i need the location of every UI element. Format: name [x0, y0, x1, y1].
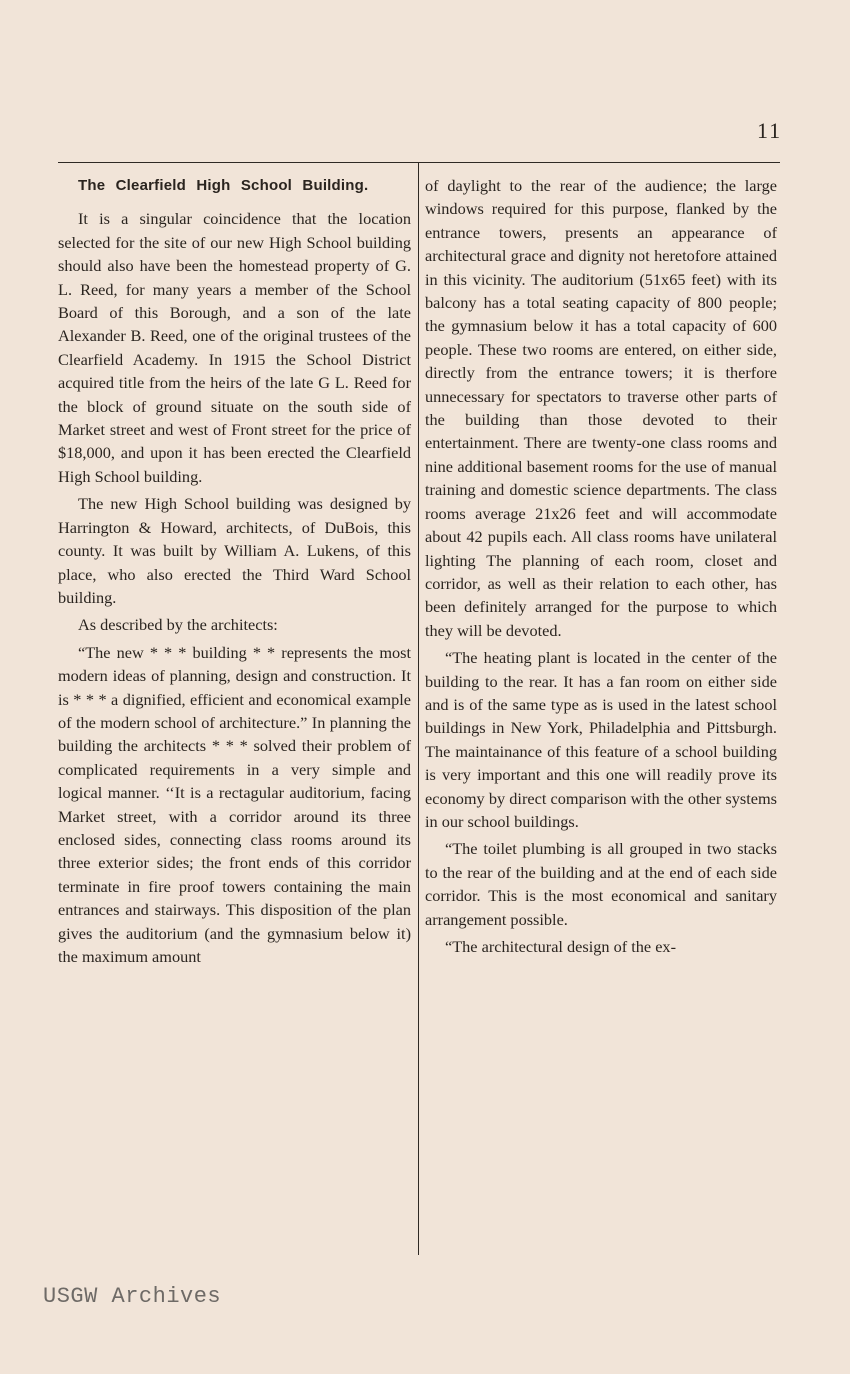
archive-watermark: USGW Archives [43, 1284, 222, 1309]
page-number: 11 [757, 118, 783, 143]
paragraph: The new High School building was designed by Harrington & Howard, architects, of DuBois, this county. It was built by William A. Lukens, of this place, who also erected the Third Ward School building. [58, 494, 411, 607]
paragraph: “The architectural design of the ex- [445, 937, 676, 956]
left-column [58, 174, 411, 968]
right-column [425, 174, 777, 958]
paragraph: “The toilet plumbing is all grouped in two stacks to the rear of the building and at the end of each side corridor. This is the most economical and sanitary arrangement possible. [425, 839, 777, 929]
paragraph: of daylight to the rear of the audience; the large windows required for this purpose, flanked by the entrance towers, presents an appearance of architectural grace and dignity not heretofore attained in this vicinity. The auditorium (51x65 feet) with its balcony has a total seating capacity of 800 people; the gymnasium below it has a total capacity of 600 people. These two rooms are entered, on either side, directly from the entrance towers; it is therfore unnecessary for spectators to traverse other parts of the building than those devoted to their entertainment. There are twenty-one class rooms and nine additional basement rooms for the use of manual training and domestic science departments. The class rooms average 21x26 feet and will accommodate about 42 pupils each. All class rooms have unilateral lighting The planning of each room, closet and corridor, as well as their relation to each other, has been definitely arranged for the purpose to which they will be devoted. [425, 176, 777, 640]
paragraph: It is a singular coincidence that the location selected for the site of our new High School building should also have been the homestead property of G. L. Reed, for many years a member of the School Board of this Borough, and a son of the late Alexander B. Reed, one of the original trustees of the Clearfield Academy. In 1915 the School District acquired title from the heirs of the late G L. Reed for the block of ground situate on the south side of Market street and west of Front street for the price of $18,000, and upon it has been erected the Clearfield High School building. [58, 209, 411, 486]
header-rule [58, 162, 780, 163]
column-divider [418, 163, 419, 1255]
paragraph: “The new * * * building * * represents the most modern ideas of planning, design and construction. It is * * * a dignified, efficient and economical example of the modern school of architecture.” In planning the building the architects * * * solved their problem of complicated requirements in a very simple and logical manner. ‘‘It is a rectagular auditorium, facing Market street, with a corridor around its three enclosed sides, connecting class rooms around its three exterior sides; the front ends of this corridor terminate in fire proof towers containing the main entrances and stairways. This disposition of the plan gives the auditorium (and the gymnasium below it) the maximum amount [58, 642, 411, 966]
paragraph: As described by the architects: [78, 615, 278, 635]
paragraph: “The heating plant is located in the center of the building to the rear. It has a fan room on either side and is of the same type as is used in the latest school buildings in New York, Philadelphia and Pittsburgh. The maintainance of this feature of a school building is very important and this one will readily prove its economy by direct comparison with the other systems in our school buildings. [425, 648, 777, 831]
article-heading: The Clearfield High School Building. [78, 177, 369, 194]
